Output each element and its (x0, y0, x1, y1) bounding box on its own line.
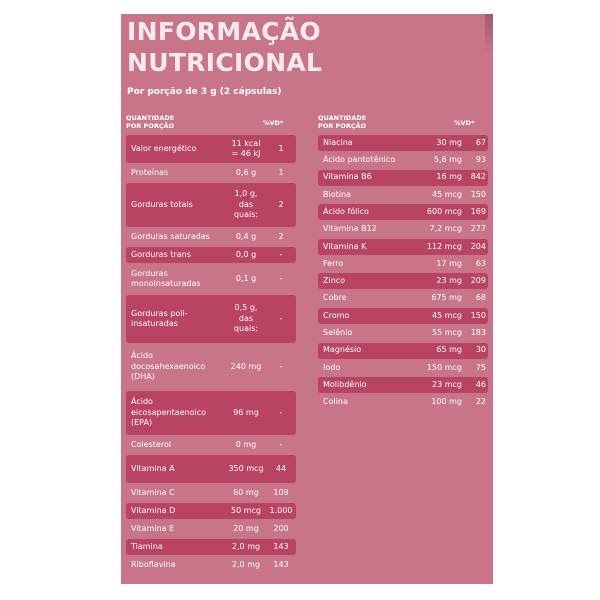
nutrient-name: Zinco (323, 276, 346, 286)
left-nutrient-row (126, 265, 296, 293)
nutrient-name: Gorduras totais (131, 199, 193, 209)
nutrient-vd: - (279, 313, 283, 323)
nutrient-name: Selênio (323, 328, 353, 338)
nutrient-name: Ácido fólico (323, 206, 369, 216)
nutrient-name: Vitamina C (131, 487, 175, 497)
right-header-quantity-line2: POR PORÇÃO (318, 122, 367, 130)
right-table-header (318, 113, 488, 135)
nutrient-vd: 2 (278, 231, 284, 241)
right-nutrient-row (318, 325, 488, 341)
nutrient-vd: 109 (273, 487, 289, 497)
nutrient-amount: 0 mg (235, 439, 257, 449)
left-nutrient-row (126, 455, 296, 483)
right-nutrient-row (318, 187, 488, 203)
nutrient-amount: 2,0 mg (231, 541, 261, 551)
nutrient-amount: 600 mcg (426, 206, 462, 216)
nutrient-amount: 5,6 mg (433, 155, 462, 165)
nutrient-amount: 0,0 g (235, 249, 257, 259)
nutrient-amount: 1,0 g, das quais: (233, 189, 259, 220)
nutrient-vd: 150 (470, 310, 486, 320)
right-nutrient-row (318, 343, 488, 359)
left-header-vd: %VD* (263, 119, 284, 127)
right-nutrient-row (318, 170, 488, 186)
nutrient-amount: 0,5 g, das quais: (233, 303, 259, 334)
nutrient-vd: 93 (475, 155, 486, 165)
nutrient-name: Vitamina B12 (323, 224, 377, 234)
nutrient-amount: 23 mcg (432, 379, 462, 389)
nutrient-vd: 169 (470, 206, 486, 216)
nutrient-vd: 277 (470, 224, 486, 234)
left-nutrient-row (126, 229, 296, 245)
nutrient-amount: 0,4 g (235, 231, 257, 241)
nutrient-vd: 22 (475, 397, 486, 407)
right-nutrient-row (318, 395, 488, 411)
nutrient-name: Riboflavina (131, 559, 176, 569)
nutrient-vd: 2 (278, 199, 284, 209)
nutrient-vd: 1 (278, 167, 284, 177)
nutrient-amount: 45 mcg (432, 310, 462, 320)
right-header-quantity (318, 114, 366, 130)
left-nutrient-row (126, 391, 296, 435)
nutrient-name: Proteínas (131, 167, 169, 177)
right-nutrient-row (318, 204, 488, 220)
left-nutrient-row (126, 345, 296, 389)
left-nutrient-row (126, 521, 296, 537)
nutrient-vd: 842 (470, 172, 486, 182)
nutrient-name: Magnésio (323, 345, 362, 355)
nutrient-vd: 1 (278, 143, 284, 153)
nutrient-amount: 675 mg (431, 293, 462, 303)
nutrient-vd: 209 (470, 276, 486, 286)
nutrient-vd: - (279, 407, 283, 417)
nutrient-name: Iodo (323, 362, 341, 372)
nutrient-name: Biotina (323, 189, 351, 199)
nutrient-name: Cobre (323, 293, 347, 303)
nutrient-vd: 46 (475, 379, 486, 389)
nutrient-name: Gorduras poli-insaturadas (131, 308, 188, 328)
nutrient-name: Gorduras monoinsaturadas (131, 268, 201, 288)
left-nutrient-row (126, 539, 296, 555)
nutrient-name: Colesterol (131, 439, 172, 449)
left-nutrient-row (126, 557, 296, 573)
nutrient-amount: 7,2 mcg (429, 224, 462, 234)
nutrient-vd: 143 (273, 541, 289, 551)
nutrient-vd: 75 (475, 362, 486, 372)
right-nutrient-row (318, 308, 488, 324)
right-nutrient-row (318, 222, 488, 238)
right-nutrition-table (318, 113, 488, 407)
title-line-1: INFORMAÇÃO (127, 17, 321, 46)
nutrient-vd: - (279, 439, 283, 449)
nutrient-vd: 44 (275, 463, 287, 473)
nutrient-name: Molibdênio (323, 379, 367, 389)
nutrient-vd: 67 (475, 137, 486, 147)
nutrient-vd: 1.000 (269, 505, 293, 515)
nutrient-amount: 16 mg (436, 172, 462, 182)
nutrient-name: Ácido docosahexaenoico (DHA) (131, 351, 206, 382)
nutrient-vd: 200 (273, 523, 289, 533)
nutrient-amount: 55 mcg (432, 328, 462, 338)
nutrient-vd: 68 (475, 293, 486, 303)
nutrient-vd: 63 (475, 258, 486, 268)
nutrient-amount: 30 mg (436, 137, 462, 147)
nutrient-amount: 112 mcg (426, 241, 462, 251)
nutrient-name: Vitamina D (131, 505, 176, 515)
left-header-quantity (126, 114, 174, 130)
nutrient-amount: 0,6 g (235, 167, 257, 177)
nutrient-vd: 30 (475, 345, 486, 355)
nutrient-amount: 100 mg (431, 397, 462, 407)
right-nutrient-row (318, 273, 488, 289)
right-nutrient-row (318, 291, 488, 307)
nutrient-vd: - (279, 249, 283, 259)
right-nutrient-row (318, 135, 488, 151)
nutrient-amount: 240 mg (230, 361, 262, 371)
nutrient-amount: 50 mcg (231, 505, 261, 515)
nutrient-name: Gorduras saturadas (131, 231, 210, 241)
nutrient-name: Vitamina B6 (323, 172, 372, 182)
nutrient-amount: 150 mcg (426, 362, 462, 372)
right-nutrient-row (318, 152, 488, 168)
nutrient-amount: 2,0 mg (231, 559, 261, 569)
nutrient-amount: 11 kcal = 46 kJ (231, 138, 261, 158)
nutrient-name: Colina (323, 397, 348, 407)
left-nutrient-row (126, 437, 296, 453)
nutrient-name: Gorduras trans (131, 249, 191, 259)
right-header-quantity-line1: QUANTIDADE (318, 114, 367, 122)
left-nutrient-row (126, 183, 296, 227)
nutrient-vd: 150 (470, 189, 486, 199)
nutrient-name: Vitamina E (131, 523, 175, 533)
left-nutrient-row (126, 295, 296, 343)
left-nutrient-row (126, 503, 296, 519)
right-nutrient-row (318, 239, 488, 255)
nutrient-name: Niacina (323, 137, 353, 147)
nutrient-amount: 23 mg (436, 276, 462, 286)
left-table-header (126, 113, 296, 135)
right-nutrient-row (318, 360, 488, 376)
nutrient-name: Vitamina A (131, 463, 175, 473)
nutrient-name: Tiamina (131, 541, 163, 551)
title-line-2: NUTRICIONAL (127, 48, 323, 77)
nutrient-vd: - (279, 361, 283, 371)
nutrient-amount: 0,1 g (235, 273, 257, 283)
right-nutrient-row (318, 377, 488, 393)
nutrient-amount: 96 mg (233, 407, 259, 417)
nutrient-amount: 65 mg (436, 345, 462, 355)
nutrient-vd: 143 (273, 559, 289, 569)
panel-edge-shade (485, 14, 493, 54)
nutrient-amount: 60 mg (233, 487, 259, 497)
left-header-quantity-line2: POR PORÇÃO (126, 122, 175, 130)
left-nutrition-table (126, 113, 296, 569)
left-nutrient-row (126, 485, 296, 501)
nutrient-name: Vitamina K (323, 241, 367, 251)
nutrient-vd: 183 (470, 328, 486, 338)
nutrient-amount: 45 mcg (432, 189, 462, 199)
left-nutrient-row (126, 135, 296, 163)
nutrient-name: Cromo (323, 310, 350, 320)
nutrient-amount: 20 mg (233, 523, 259, 533)
right-header-vd: %VD* (454, 119, 475, 127)
left-nutrient-row (126, 247, 296, 263)
right-nutrient-row (318, 256, 488, 272)
nutrient-vd: 204 (470, 241, 486, 251)
left-header-quantity-line1: QUANTIDADE (126, 114, 175, 122)
nutrition-panel (121, 14, 493, 584)
nutrient-name: Ácido pantotênico (323, 155, 396, 165)
serving-size-subtitle: Por porção de 3 g (2 cápsulas) (127, 87, 282, 97)
nutrient-name: Ácido eicosapentaenoico (EPA) (131, 397, 207, 428)
nutrient-name: Valor energético (131, 143, 197, 153)
left-nutrient-row (126, 165, 296, 181)
nutrient-vd: - (279, 273, 283, 283)
nutrient-amount: 17 mg (436, 258, 462, 268)
nutrient-name: Ferro (323, 258, 344, 268)
nutrient-amount: 350 mcg (228, 463, 264, 473)
